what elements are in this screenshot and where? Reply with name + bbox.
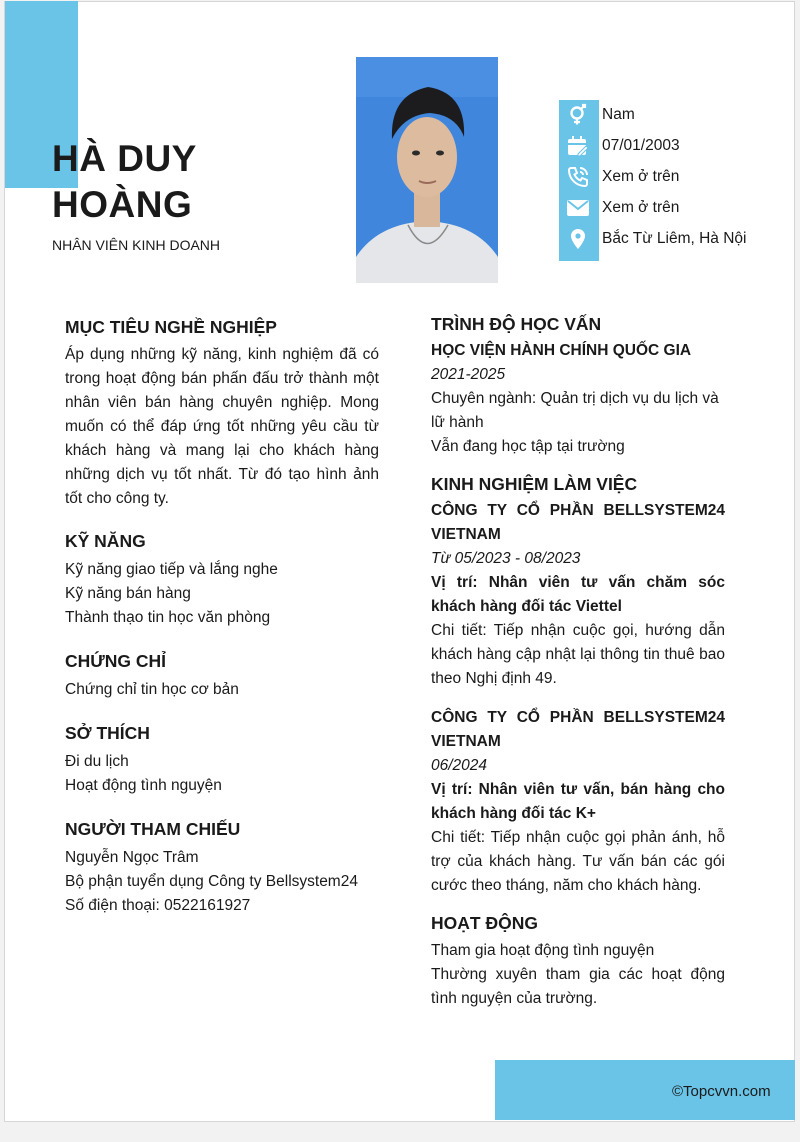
experience-job (431, 499, 725, 691)
activities-section (431, 910, 725, 1011)
gender-icon (563, 102, 593, 128)
job-position: Vị trí: Nhân viên tư vấn, bán hàng cho khách hàng đối tác K+ (431, 781, 725, 822)
education-section (431, 311, 725, 459)
certificate-item: Chứng chỉ tin học cơ bản (65, 681, 239, 698)
hobbies-section (65, 720, 379, 798)
name-line-1: HÀ DUY (52, 138, 197, 179)
gender-value: Nam (602, 106, 635, 123)
job-title: NHÂN VIÊN KINH DOANH (52, 237, 221, 253)
skill-item: Kỹ năng giao tiếp và lắng nghe (65, 561, 278, 578)
hobby-item: Đi du lịch (65, 753, 129, 770)
objective-text: Áp dụng những kỹ năng, kinh nghiệm đã có trong hoạt động bán phấn đấu trở thành một nhân viên bán hàng chuyên nghiệp. Mong muốn có thể đáp ứng tốt những yêu cầu từ khách hàng và mang lại cho khách hàng những dịch vụ tốt nhất. Từ đó tạo hình ảnh tốt cho công ty. (65, 346, 379, 507)
activity-item: Thường xuyên tham gia các hoạt động tình nguyện của trường. (431, 966, 725, 1007)
references-title: NGƯỜI THAM CHIẾU (65, 819, 241, 839)
certificates-section (65, 648, 379, 702)
experience-job (431, 706, 725, 898)
skill-item: Kỹ năng bán hàng (65, 585, 191, 602)
candidate-name (52, 136, 197, 228)
skill-item: Thành thạo tin học văn phòng (65, 609, 271, 626)
name-line-2: HOÀNG (52, 184, 193, 225)
birthday-value: 07/01/2003 (602, 137, 680, 154)
education-status: Vẫn đang học tập tại trường (431, 438, 625, 455)
email-value: Xem ở trên (602, 199, 680, 216)
certificates-title: CHỨNG CHỈ (65, 651, 167, 671)
job-period: Từ 05/2023 - 08/2023 (431, 550, 581, 567)
reference-item: Bộ phận tuyển dụng Công ty Bellsystem24 (65, 873, 358, 890)
left-column (65, 314, 379, 918)
job-detail: Chi tiết: Tiếp nhận cuộc gọi phản ánh, hỗ trợ của khách hàng. Tư vấn bán các gói cước theo tháng, năm cho khách hàng. (431, 829, 725, 894)
education-title: TRÌNH ĐỘ HỌC VẤN (431, 314, 602, 334)
skills-section (65, 528, 379, 630)
education-school: HỌC VIỆN HÀNH CHÍNH QUỐC GIA (431, 342, 692, 359)
experience-section (431, 471, 725, 898)
right-column (431, 311, 725, 1011)
job-period: 06/2024 (431, 757, 488, 774)
profile-photo (356, 57, 498, 283)
reference-item: Nguyễn Ngọc Trâm (65, 849, 199, 866)
job-company: CÔNG TY CỔ PHẦN BELLSYSTEM24 VIETNAM (431, 502, 725, 543)
job-detail: Chi tiết: Tiếp nhận cuộc gọi, hướng dẫn khách hàng cập nhật lại thông tin thuê bao theo Nghị định 49. (431, 622, 725, 687)
watermark: ©Topcvvn.com (672, 1083, 771, 1100)
calendar-icon (563, 133, 593, 159)
hobbies-title: SỞ THÍCH (65, 723, 150, 743)
phone-value: Xem ở trên (602, 168, 680, 185)
education-major: Chuyên ngành: Quản trị dịch vụ du lịch và lữ hành (431, 390, 719, 431)
email-icon (563, 195, 593, 221)
education-period: 2021-2025 (431, 366, 506, 383)
skills-title: KỸ NĂNG (65, 531, 146, 551)
reference-item: Số điện thoại: 0522161927 (65, 897, 251, 914)
location-icon (563, 226, 593, 252)
references-section (65, 816, 379, 918)
job-position: Vị trí: Nhân viên tư vấn chăm sóc khách hàng đối tác Viettel (431, 574, 725, 615)
hobby-item: Hoạt động tình nguyện (65, 777, 222, 794)
activity-item: Tham gia hoạt động tình nguyện (431, 942, 655, 959)
activities-title: HOẠT ĐỘNG (431, 913, 538, 933)
address-value: Bắc Từ Liêm, Hà Nội (602, 230, 747, 247)
objective-section (65, 314, 379, 511)
experience-title: KINH NGHIỆM LÀM VIỆC (431, 474, 638, 494)
objective-title: MỤC TIÊU NGHỀ NGHIỆP (65, 317, 277, 337)
job-company: CÔNG TY CỔ PHẦN BELLSYSTEM24 VIETNAM (431, 709, 725, 750)
phone-icon (563, 164, 593, 190)
profile-photo-illustration (356, 57, 498, 283)
